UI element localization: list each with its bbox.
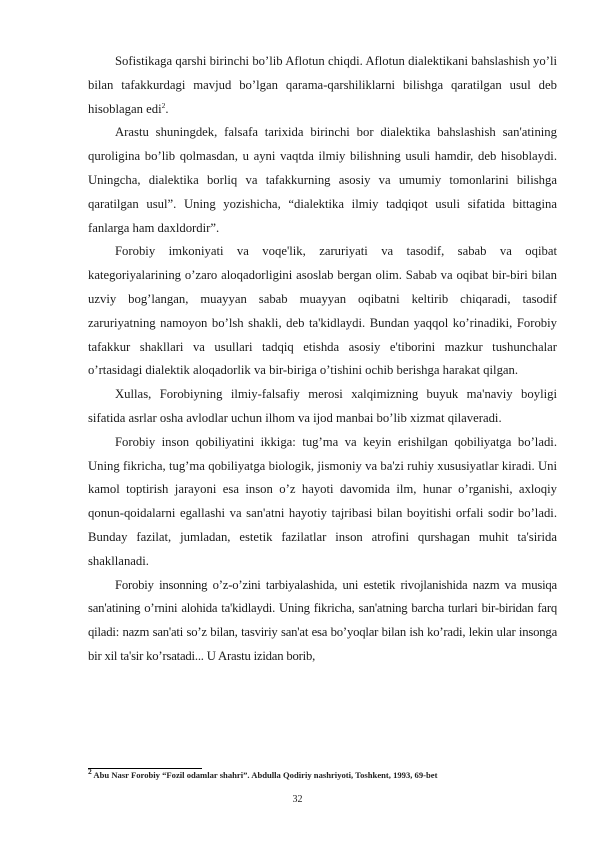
- paragraph-5: Forobiy inson qobiliyatini ikkiga: tug’ma va keyin erishilgan qobiliyatga bo’ladi. Uning fikricha, tug’ma qobiliyatga biologik, jismoniy va ba'zi ruhiy xususiyatlar kiradi. Uni kamol toptirish jarayoni esa inson o’z hayoti davomida ilm, hunar o’rganishi, axloqiy qonun-qoidalarni egallashi va san'atni hayotiy tajribasi bilan boyitishi orfali sodir bo’ladi. Bunday fazilat, jumladan, estetik fazilatlar inson atrofini qurshagan muhit ta'sirida shakllanadi.: [88, 434, 557, 568]
- footnote-marker: 2: [161, 100, 166, 110]
- footnote-ref: 2: [88, 767, 92, 777]
- footnote-text: Abu Nasr Forobiy “Fozil odamlar shahri”. Abdulla Qodiriy nashriyoti, Toshkent, 1993, 69-bet: [91, 770, 438, 780]
- page-body: [88, 50, 557, 669]
- footnote-divider: [88, 768, 202, 769]
- footnote: [88, 767, 557, 781]
- paragraph-4: Xullas, Forobiyning ilmiy-falsafiy merosi xalqimizning buyuk ma'naviy boyligi sifatida asrlar osha avlodlar uchun ilhom va ijod manbai bo’lib xizmat qilaveradi.: [88, 387, 557, 425]
- paragraph-3: Forobiy imkoniyati va voqe'lik, zaruriyati va tasodif, sabab va oqibat kategoriyalarining o’zaro aloqadorligini asoslab bergan olim. Sabab va oqibat bir-biri bilan uzviy bog’langan, muayyan sabab muayyan oqibatni keltirib chiqaradi, tasodif zaruriyatning namoyon bo’lsh shakli, deb ta'kidlaydi. Bundan yaqqol ko’rinadiki, Forobiy tafakkur shakllari va usullari tadqiq etishda asosiy e'tiborini mazkur tushunchalar o’rtasidagi dialektik aloqadorlik va bir-biriga o’tishini ochib berishga harakat qilgan.: [88, 244, 557, 378]
- page-number: 32: [292, 794, 303, 805]
- paragraph-6: Forobiy insonning o’z-o’zini tarbiyalashida, uni estetik rivojlanishida nazm va musiqa san'atining o’rnini alohida ta'kidlaydi. Uning fikricha, san'atning barcha turlari bir-biridan farq qiladi: nazm san'ati so’z bilan, tasviriy san'at esa bo’yoqlar bilan ish ko’radi, lekin ular insonga bir xil ta'sir ko’rsatadi... U Arastu izidan borib,: [88, 577, 557, 663]
- paragraph-1: Sofistikaga qarshi birinchi bo’lib Aflotun chiqdi. Aflotun dialektikani bahslashish yo’li bilan tafakkurdagi mavjud bo’lgan qarama-qarshiliklarni bilishga qaratilgan usul deb hisoblagan edi$^2$.: [88, 54, 557, 116]
- paragraph-2: Arastu shuningdek, falsafa tarixida birinchi bor dialektika bahslashish san'atining quroligina bo’lib qolmasdan, u ayni vaqtda ilmiy bilishning usuli hamdir, deb hisoblaydi. Uningcha, dialektika borliq va tafakkurning asosiy va umumiy tomonlarini bilishga qaratilgan usul”. Uning yozishicha, “dialektika ilmiy tadqiqot usuli sifatida bittagina fanlarga ham daxldordir”.: [88, 125, 557, 235]
- paragraph-1-text: Sofistikaga qarshi birinchi bo’lib Aflotun chiqdi. Aflotun dialektikani bahslashish yo’li bilan tafakkurdagi mavjud bo’lgan qarama-qarshiliklarni bilishga qaratilgan usul deb hisoblagan edi: [88, 54, 557, 116]
